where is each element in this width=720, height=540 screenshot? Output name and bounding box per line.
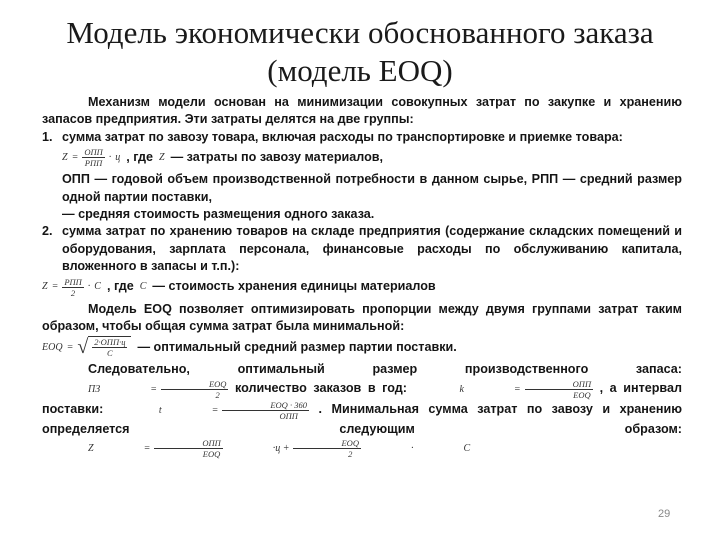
slide-title-line-2: (модель EOQ) <box>267 53 453 88</box>
stock-formula: ПЗ = $\frac{\text{EOQ}}{2}$ <box>88 378 227 400</box>
slide-body <box>42 94 682 459</box>
transport-cost-symbol: Z <box>159 152 165 164</box>
intro-paragraph: Механизм модели основан на минимизации совокупных затрат по закупке и хранению запасов предприятия. Эти затраты делятся на две группы: <box>42 95 682 127</box>
item2-text-a: сумма затрат по хранению товаров на складе предприятия (содержание складских помещений и оборудования, зарплата персонала, финансовые расходы по обслуживанию капитала, вложенного в запасы и т.п.): <box>62 224 682 274</box>
list-item-1-number: 1. <box>42 129 53 144</box>
total-cost-formula: Z = $\frac{\text{ОПП}}{\text{EOQ}}$ ·ц + $\frac{\text{EOQ}}{2}$ · С <box>88 438 471 460</box>
eoq-description: — оптимальный средний размер партии поставки. <box>137 339 457 354</box>
storage-cost-formula: Z = $\frac{\text{РПП}}{2}$ · С <box>42 276 101 298</box>
page-number: 29 <box>658 508 671 520</box>
eoq-formula-line <box>42 336 682 358</box>
item1-text-e: — средняя стоимость размещения одного заказа. <box>62 207 375 222</box>
item2-text-b: , где <box>106 279 134 294</box>
item1-text-b: , где <box>126 150 153 165</box>
item2-text-c: — стоимость хранения единицы материалов <box>152 279 436 294</box>
conclusion-paragraph: Следовательно, оптимальный размер производственного запаса: ПЗ = $\frac{\text{EOQ}}{2}$ количество заказов в год: k = $\frac{\text{ОПП}}{\text{EOQ}}$ , а интервал поставки: t = $\frac{\text{EOQ · 360}}{\text{ОПП}}$ . Минимальная сумма затрат по завозу и хранению определяется следующим образом: Z = $\frac{\text{ОПП}}{\text{EOQ}}$ ·ц + $\frac{\text{EOQ}}{2}$ · С <box>42 362 683 460</box>
list-item-2-number: 2. <box>42 224 53 239</box>
list-item-1 <box>42 129 682 224</box>
list-item-2 <box>42 223 682 275</box>
eoq-formula: EOQ = √ $\frac{\text{2·ОПП·ц}}{С}$ <box>42 336 131 358</box>
item1-formula-line <box>62 147 682 168</box>
item2-formula-line <box>42 277 682 298</box>
storage-cost-symbol: С <box>139 281 147 293</box>
eoq-paragraph: Модель EOQ позволяет оптимизировать пропорции между двумя группами затрат таким образом, чтобы общая сумма затрат была минимальной: <box>42 301 682 334</box>
interval-formula: t = $\frac{\text{EOQ · 360}}{\text{ОПП}}$ <box>158 399 307 421</box>
slide-title <box>0 14 720 90</box>
transport-cost-formula: Z = $\frac{\text{ОПП}}{\text{РПП}}$ · ц <box>62 147 121 169</box>
slide-title-line-1: Модель экономически обоснованного заказа <box>66 15 654 50</box>
orders-formula: k = $\frac{\text{ОПП}}{\text{EOQ}}$ <box>459 378 592 400</box>
item1-text-c: — затраты по завозу материалов, <box>170 150 384 165</box>
item1-text-d: ОПП — годовой объем производственной потребности в данном сырье, РПП — средний размер одной партии поставки, <box>62 172 682 204</box>
item1-text-a: сумма затрат по завозу товара, включая расходы по транспортировке и приемке товара: <box>62 129 623 144</box>
